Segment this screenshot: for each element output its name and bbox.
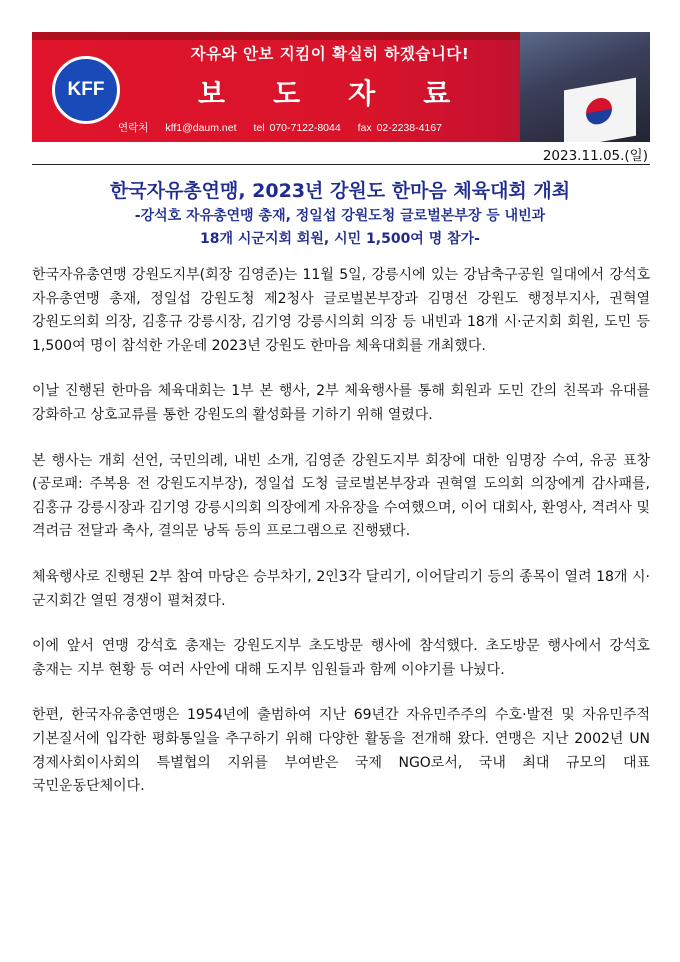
subheadline-line: 18개 시군지회 회원, 시민 1,500여 명 참가- — [200, 231, 480, 247]
press-char: 자 — [348, 77, 376, 110]
header-banner — [32, 32, 650, 142]
contact-tel: tel 070-7122-8044 — [253, 122, 341, 134]
release-date: 2023.11.05.(일) — [542, 148, 648, 164]
paragraph: 체육행사로 진행된 2부 참여 마당은 승부차기, 2인3각 달리기, 이어달리기 등의 종목이 열려 18개 시·군지회간 열띤 경쟁이 펼쳐졌다. — [32, 568, 651, 609]
paragraph: 이날 진행된 한마음 체육대회는 1부 본 행사, 2부 체육행사를 통해 회원과 도민 간의 친목과 유대를 강화하고 상호교류를 통한 강원도의 활성화를 기하기 위해 열렸다. — [32, 383, 650, 423]
kff-logo — [52, 56, 120, 124]
flag-photo — [520, 32, 650, 142]
paragraph: 한편, 한국자유총연맹은 1954년에 출범하여 지난 69년간 자유민주주의 수호·발전 및 자유민주적 기본질서에 입각한 평화통일을 추구하기 위해 다양한 활동을 전개해 왔다. 연맹은 지난 2002년 UN 경제사회이사회의 특별협의 지위를 부여받은 국제 NGO로서, 국내 최대 규모의 대표 국민운동단체이다. — [32, 707, 650, 795]
subheadline — [0, 205, 680, 251]
press-release-title — [198, 72, 450, 112]
contact-info — [118, 120, 454, 135]
press-char: 보 — [198, 77, 226, 110]
press-char: 료 — [423, 77, 451, 110]
korean-flag-icon — [564, 78, 636, 142]
paragraph: 이에 앞서 연맹 강석호 총재는 강원도지부 초도방문 행사에 참석했다. 초도방문 행사에서 강석호 총재는 지부 현황 등 여러 사안에 대해 도지부 임원들과 함께 이야기를 나눴다. — [32, 638, 650, 678]
article-body — [32, 264, 650, 821]
contact-fax: fax 02-2238-4167 — [357, 122, 442, 134]
press-char: 도 — [273, 77, 301, 110]
paragraph: 한국자유총연맹 강원도지부(회장 김영준)는 11월 5일, 강릉시에 있는 강남축구공원 일대에서 강석호 자유총연맹 총재, 정일섭 강원도청 제2청사 글로벌본부장과 김명선 강원도 행정부지사, 권혁열 강원도의회 의장, 김홍규 강릉시장, 김기영 강릉시의회 의장 등 내빈과 18개 시·군지회 회원, 도민 등 1,500여 명이 참석한 가운데 2023년 강원도 한마음 체육대회를 개최했다. — [32, 267, 650, 354]
logo-text: KFF — [67, 79, 105, 100]
divider — [32, 164, 650, 165]
contact-email: kff1@daum.net — [165, 122, 237, 134]
paragraph: 본 행사는 개회 선언, 국민의례, 내빈 소개, 김영준 강원도지부 회장에 대한 임명장 수여, 유공 표창(공로패: 주복용 전 강원도지부장), 정일섭 도청 글로벌본부장과 권혁열 도의회 의장에게 감사패를, 김홍규 강릉시장과 김기영 강릉시의회 의장에게 자유장을 수여했으며, 이어 대회사, 환영사, 격려사 및 격려금 전달과 축사, 결의문 낭독 등의 프로그램으로 진행됐다. — [32, 452, 650, 540]
headline: 한국자유총연맹, 2023년 강원도 한마음 체육대회 개최 — [109, 180, 571, 202]
contact-label: 연락처 — [118, 122, 149, 134]
taegeuk-icon — [586, 96, 612, 127]
subheadline-line: -강석호 자유총연맹 총재, 정일섭 강원도청 글로벌본부장 등 내빈과 — [134, 208, 546, 224]
slogan: 자유와 안보 지킴이 확실히 하겠습니다! — [190, 45, 470, 63]
